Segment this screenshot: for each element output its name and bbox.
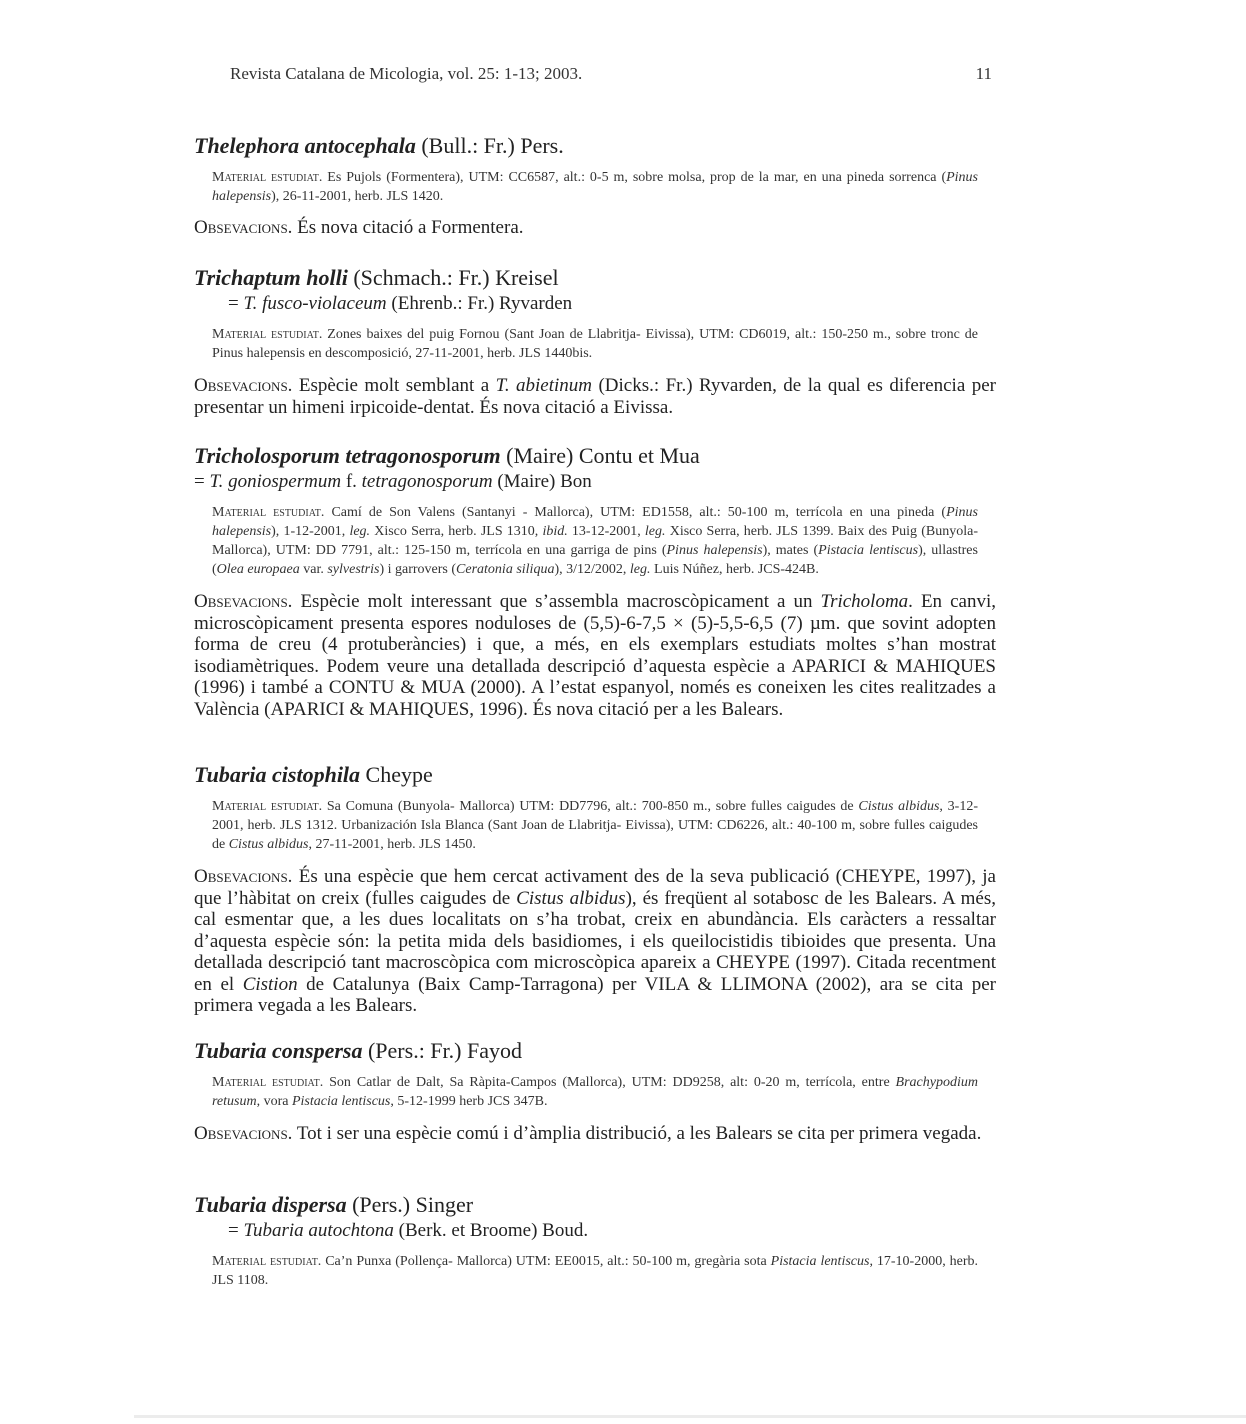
synonym-name: T. goniospermum xyxy=(209,471,342,492)
material-studied xyxy=(212,168,978,206)
material-label: Material estudiat. xyxy=(212,799,323,814)
species-title xyxy=(194,443,996,469)
species-author: (Bull.: Fr.) Pers. xyxy=(415,133,564,158)
material-italic: Pistacia lentiscus xyxy=(818,543,919,558)
material-italic: Brachypodium retusum xyxy=(212,1075,978,1109)
observations-text: Espècie molt interessant que s’assembla macroscòpicament a un xyxy=(292,591,821,612)
material-studied xyxy=(212,325,978,363)
synonym-name: T. fusco-violaceum xyxy=(243,293,387,314)
observations-italic: Cistion xyxy=(242,973,298,995)
species-name: Tricholosporum tetragonosporum xyxy=(194,443,501,468)
material-text: Xisco Serra, herb. JLS 1399. Baix des Puig (Bunyola- Mallorca), UTM: DD 7791, alt.: 125-150 m, terrícola en una garriga de pins ( xyxy=(212,524,978,558)
material-italic: Ceratonia siliqua xyxy=(456,562,555,577)
material-italic: Pistacia lentiscus xyxy=(291,1094,391,1109)
material-text: Sa Comuna (Bunyola- Mallorca) UTM: DD7796, alt.: 700-850 m., sobre fulles caigudes de xyxy=(322,799,859,814)
observations-text: Tot i ser una espècie comú i d’àmplia distribució, a les Balears se cita per primera vegada. xyxy=(292,1123,982,1144)
material-text: ), ullastres ( xyxy=(212,543,978,577)
species-author: (Pers.) Singer xyxy=(346,1192,474,1217)
material-text: Son Catlar de Dalt, Sa Ràpita-Campos (Mallorca), UTM: DD9258, alt: 0-20 m, terrícola, entre xyxy=(323,1075,896,1090)
synonym-name: tetragonosporum xyxy=(361,471,493,492)
material-italic: Pinus halepensis xyxy=(212,505,978,539)
material-studied xyxy=(212,1252,978,1290)
observations xyxy=(194,1123,996,1145)
observations xyxy=(194,591,996,720)
observations-label: Obsevacions. xyxy=(194,217,293,238)
synonym-prefix: = xyxy=(228,1220,244,1241)
journal-citation: Revista Catalana de Micologia, vol. 25: 1-13; 2003. xyxy=(230,64,583,83)
material-text: , 17-10-2000, herb. JLS 1108. xyxy=(212,1254,978,1288)
observations-label: Obsevacions. xyxy=(194,866,293,887)
material-label: Material estudiat. xyxy=(212,505,325,520)
species-name: Trichaptum holli xyxy=(194,265,348,290)
observations-italic: T. abietinum xyxy=(495,375,593,396)
species-entry xyxy=(194,443,996,720)
species-title xyxy=(194,133,996,159)
material-italic: Pinus halepensis xyxy=(666,543,763,558)
material-italic: Pinus halepensis xyxy=(212,170,978,204)
species-entry xyxy=(194,133,996,239)
species-name: Tubaria cistophila xyxy=(194,762,361,787)
species-author: Cheype xyxy=(360,762,433,787)
synonym xyxy=(194,292,996,316)
material-studied xyxy=(212,1073,978,1111)
species-title xyxy=(194,1038,996,1064)
material-studied xyxy=(212,503,978,579)
synonym-prefix: = xyxy=(228,293,244,314)
scan-edge-line xyxy=(134,1415,1246,1418)
material-italic: Pistacia lentiscus xyxy=(770,1254,870,1269)
synonym-author: (Ehrenb.: Fr.) Ryvarden xyxy=(386,293,573,314)
observations-label: Obsevacions. xyxy=(194,1123,293,1144)
material-text: ), 3/12/2002, xyxy=(554,562,630,577)
synonym-author: (Berk. et Broome) Boud. xyxy=(393,1220,589,1241)
material-italic: ibid. xyxy=(542,524,568,539)
material-text: ), 1-12-2001, xyxy=(271,524,350,539)
observations-text: És una espècie que hem cercat activament des de la seva publicació (CHEYPE, 1997), ja que l’hàbitat on creix (fulles caigudes de xyxy=(194,866,996,909)
synonym-author: f. xyxy=(341,471,362,492)
observations-text: (Dicks.: Fr.) Ryvarden, de la qual es diferencia per presentar un himeni irpicoide-dentat. És nova citació a Eivissa. xyxy=(194,375,996,418)
observations-text: ), és freqüent al sotabosc de les Balears. A més, cal esmentar que, a les dues localitats on s’ha trobat, creix en abundància. Els caràcters a ressaltar d’aquesta espècie són: la petita mida dels basidiomes, i els queilocistidis tibioides que presenta. Una detallada descripció tant macroscòpica com microscòpica apareix a CHEYPE (1997). Citada recentment en el xyxy=(194,887,996,995)
material-italic: leg. xyxy=(349,524,371,539)
material-text: , 3-12-2001, herb. JLS 1312. Urbanización Isla Blanca (Sant Joan de Llabritja- Eivissa), UTM: CD6226, alt.: 40-100 m, sobre fulles caigudes de xyxy=(212,799,978,852)
species-title xyxy=(194,1192,996,1218)
material-text: , vora xyxy=(256,1094,292,1109)
species-entry xyxy=(194,762,996,1017)
material-text: Es Pujols (Formentera), UTM: CC6587, alt.: 0-5 m, sobre molsa, prop de la mar, en una pineda sorrenca ( xyxy=(322,170,947,185)
material-text: 13-12-2001, xyxy=(567,524,645,539)
material-text: ), 26-11-2001, herb. JLS 1420. xyxy=(271,189,444,204)
observations xyxy=(194,217,996,239)
observations-label: Obsevacions. xyxy=(194,375,293,396)
material-label: Material estudiat. xyxy=(212,1254,322,1269)
species-title xyxy=(194,265,996,291)
material-label: Material estudiat. xyxy=(212,1075,324,1090)
material-italic: leg. xyxy=(629,562,651,577)
material-label: Material estudiat. xyxy=(212,170,323,185)
running-header xyxy=(230,64,992,84)
material-text: Luis Núñez, herb. JCS-424B. xyxy=(650,562,819,577)
material-text: var. xyxy=(299,562,328,577)
material-italic: Olea europaea xyxy=(216,562,300,577)
material-text: Xisco Serra, herb. JLS 1310, xyxy=(370,524,543,539)
synonym xyxy=(194,1219,996,1243)
material-text: Zones baixes del puig Fornou (Sant Joan de Llabritja- Eivissa), UTM: CD6019, alt.: 150-250 m., sobre tronc de Pinus halepensis en descomposició, 27-11-2001, herb. JLS 1440bis. xyxy=(212,327,978,361)
material-text: ), mates ( xyxy=(762,543,819,558)
material-text: , 5-12-1999 herb JCS 347B. xyxy=(390,1094,548,1109)
material-text: Ca’n Punxa (Pollença- Mallorca) UTM: EE0015, alt.: 50-100 m, gregària sota xyxy=(321,1254,771,1269)
species-name: Tubaria dispersa xyxy=(194,1192,347,1217)
species-title xyxy=(194,762,996,788)
observations-label: Obsevacions. xyxy=(194,591,293,612)
material-text: ) i garrovers ( xyxy=(379,562,457,577)
species-author: (Schmach.: Fr.) Kreisel xyxy=(347,265,559,290)
material-italic: Cistus albidus xyxy=(858,799,940,814)
species-entry xyxy=(194,265,996,418)
observations-italic: Cistus albidus xyxy=(516,887,626,909)
material-italic: Cistus albidus xyxy=(228,837,309,852)
species-entry xyxy=(194,1192,996,1290)
observations xyxy=(194,866,996,1017)
observations-italic: Tricholoma xyxy=(820,591,909,612)
species-author: (Pers.: Fr.) Fayod xyxy=(362,1038,522,1063)
species-author: (Maire) Contu et Mua xyxy=(500,443,700,468)
species-name: Thelephora antocephala xyxy=(194,133,416,158)
material-label: Material estudiat. xyxy=(212,327,323,342)
material-text: , 27-11-2001, herb. JLS 1450. xyxy=(308,837,476,852)
material-studied xyxy=(212,797,978,854)
observations xyxy=(194,375,996,418)
observations-text: Espècie molt semblant a xyxy=(292,375,496,396)
observations-text: És nova citació a Formentera. xyxy=(292,217,524,238)
material-italic: sylvestris xyxy=(327,562,380,577)
species-entry xyxy=(194,1038,996,1145)
species-name: Tubaria conspersa xyxy=(194,1038,363,1063)
synonym-prefix: = xyxy=(194,471,210,492)
observations-text: . En canvi, microscòpicament presenta espores noduloses de (5,5)-6-7,5 × (5)-5,5-6,5 (7) µm. que sovint adopten forma de creu (4 protuberàncies) i que, a més, en els exemplars estudiats moltes s’han mostrat isodiamètriques. Podem veure una detallada descripció d’aquesta espècie a APARICI & MAHIQUES (1996) i també a CONTU & MUA (2000). A l’estat espanyol, només es coneixen les cites realitzades a València (APARICI & MAHIQUES, 1996). És nova citació per a les Balears. xyxy=(194,591,996,720)
page-number: 11 xyxy=(975,64,992,83)
material-text: Camí de Son Valens (Santanyi - Mallorca), UTM: ED1558, alt.: 50-100 m, terrícola en una pineda ( xyxy=(324,505,947,520)
synonym-name: Tubaria autochtona xyxy=(243,1220,394,1241)
synonym-author: (Maire) Bon xyxy=(492,471,592,492)
synonym xyxy=(194,470,996,494)
observations-text: de Catalunya (Baix Camp-Tarragona) per VILA & LLIMONA (2002), ara se cita per primera vegada a les Balears. xyxy=(194,973,996,1016)
material-italic: leg. xyxy=(644,524,666,539)
